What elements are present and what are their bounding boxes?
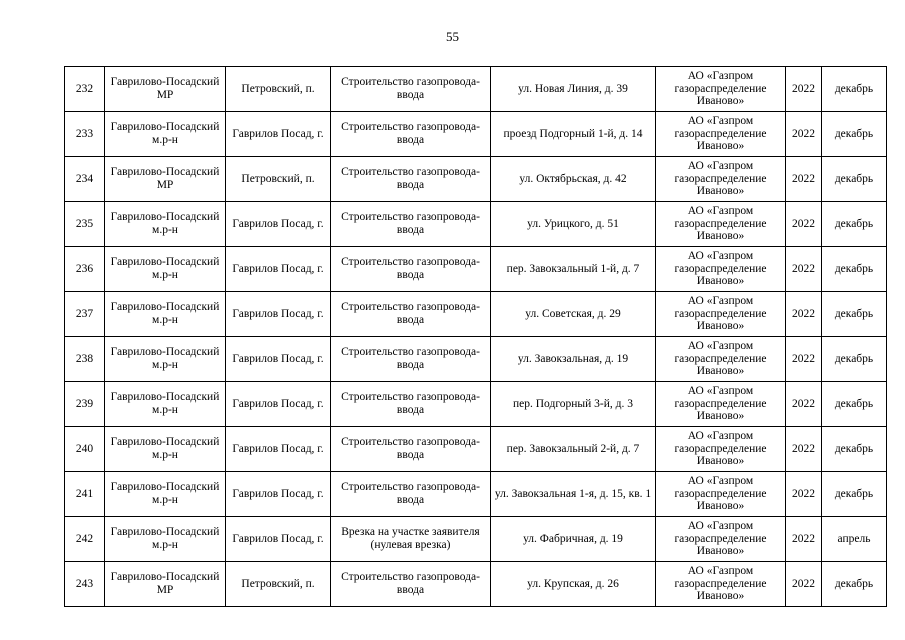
cell-settlement: Гаврилов Посад, г. [226, 517, 331, 562]
cell-address: ул. Новая Линия, д. 39 [491, 67, 656, 112]
cell-year: 2022 [786, 247, 822, 292]
page-number: 55 [446, 29, 459, 44]
table-row [65, 562, 887, 607]
table-row [65, 202, 887, 247]
cell-work-type: Строительство газопровода-ввода [331, 112, 491, 157]
cell-address: ул. Завокзальная 1-я, д. 15, кв. 1 [491, 472, 656, 517]
cell-settlement: Гаврилов Посад, г. [226, 202, 331, 247]
cell-work-type: Строительство газопровода-ввода [331, 202, 491, 247]
table-row [65, 472, 887, 517]
cell-address: ул. Октябрьская, д. 42 [491, 157, 656, 202]
cell-work-type: Строительство газопровода-ввода [331, 292, 491, 337]
cell-organization: АО «Газпром газораспределение Иваново» [656, 337, 786, 382]
cell-work-type: Врезка на участке заявителя (нулевая врезка) [331, 517, 491, 562]
cell-settlement: Гаврилов Посад, г. [226, 337, 331, 382]
table-row [65, 337, 887, 382]
cell-work-type: Строительство газопровода-ввода [331, 67, 491, 112]
cell-row-number: 236 [65, 247, 105, 292]
cell-district: Гаврилово-Посадский м.р-н [105, 517, 226, 562]
cell-month: декабрь [822, 202, 887, 247]
cell-year: 2022 [786, 112, 822, 157]
cell-month: декабрь [822, 247, 887, 292]
cell-year: 2022 [786, 67, 822, 112]
cell-organization: АО «Газпром газораспределение Иваново» [656, 427, 786, 472]
cell-year: 2022 [786, 337, 822, 382]
cell-month: декабрь [822, 157, 887, 202]
cell-row-number: 232 [65, 67, 105, 112]
cell-year: 2022 [786, 472, 822, 517]
cell-district: Гаврилово-Посадский м.р-н [105, 472, 226, 517]
table-row [65, 112, 887, 157]
cell-row-number: 242 [65, 517, 105, 562]
cell-settlement: Гаврилов Посад, г. [226, 292, 331, 337]
cell-address: пер. Завокзальный 1-й, д. 7 [491, 247, 656, 292]
cell-address: пер. Завокзальный 2-й, д. 7 [491, 427, 656, 472]
cell-district: Гаврилово-Посадский м.р-н [105, 427, 226, 472]
cell-district: Гаврилово-Посадский м.р-н [105, 247, 226, 292]
cell-row-number: 237 [65, 292, 105, 337]
cell-address: пер. Подгорный 3-й, д. 3 [491, 382, 656, 427]
document-table [64, 66, 887, 607]
cell-district: Гаврилово-Посадский м.р-н [105, 112, 226, 157]
cell-address: ул. Советская, д. 29 [491, 292, 656, 337]
cell-month: декабрь [822, 382, 887, 427]
cell-month: декабрь [822, 337, 887, 382]
cell-work-type: Строительство газопровода-ввода [331, 247, 491, 292]
cell-address: ул. Урицкого, д. 51 [491, 202, 656, 247]
cell-district: Гаврилово-Посадский м.р-н [105, 382, 226, 427]
cell-work-type: Строительство газопровода-ввода [331, 382, 491, 427]
table-row [65, 427, 887, 472]
cell-organization: АО «Газпром газораспределение Иваново» [656, 472, 786, 517]
cell-district: Гаврилово-Посадский м.р-н [105, 292, 226, 337]
cell-organization: АО «Газпром газораспределение Иваново» [656, 562, 786, 607]
cell-district: Гаврилово-Посадский м.р-н [105, 337, 226, 382]
cell-year: 2022 [786, 157, 822, 202]
cell-month: декабрь [822, 427, 887, 472]
cell-organization: АО «Газпром газораспределение Иваново» [656, 382, 786, 427]
cell-row-number: 238 [65, 337, 105, 382]
cell-address: ул. Крупская, д. 26 [491, 562, 656, 607]
table-row [65, 517, 887, 562]
cell-year: 2022 [786, 517, 822, 562]
table-row [65, 247, 887, 292]
cell-district: Гаврилово-Посадский м.р-н [105, 202, 226, 247]
cell-settlement: Гаврилов Посад, г. [226, 382, 331, 427]
cell-organization: АО «Газпром газораспределение Иваново» [656, 292, 786, 337]
cell-row-number: 234 [65, 157, 105, 202]
cell-work-type: Строительство газопровода-ввода [331, 337, 491, 382]
cell-address: проезд Подгорный 1-й, д. 14 [491, 112, 656, 157]
cell-address: ул. Завокзальная, д. 19 [491, 337, 656, 382]
cell-month: декабрь [822, 112, 887, 157]
cell-row-number: 233 [65, 112, 105, 157]
table-row [65, 67, 887, 112]
cell-year: 2022 [786, 382, 822, 427]
cell-work-type: Строительство газопровода-ввода [331, 472, 491, 517]
cell-district: Гаврилово-Посадский МР [105, 157, 226, 202]
cell-settlement: Гаврилов Посад, г. [226, 112, 331, 157]
cell-district: Гаврилово-Посадский МР [105, 562, 226, 607]
cell-month: декабрь [822, 562, 887, 607]
cell-year: 2022 [786, 427, 822, 472]
cell-row-number: 243 [65, 562, 105, 607]
cell-organization: АО «Газпром газораспределение Иваново» [656, 112, 786, 157]
cell-work-type: Строительство газопровода-ввода [331, 562, 491, 607]
cell-organization: АО «Газпром газораспределение Иваново» [656, 247, 786, 292]
cell-row-number: 239 [65, 382, 105, 427]
table-row [65, 292, 887, 337]
cell-row-number: 235 [65, 202, 105, 247]
table-body [65, 67, 887, 607]
cell-settlement: Петровский, п. [226, 562, 331, 607]
cell-month: апрель [822, 517, 887, 562]
cell-row-number: 240 [65, 427, 105, 472]
cell-year: 2022 [786, 292, 822, 337]
cell-month: декабрь [822, 67, 887, 112]
cell-settlement: Гаврилов Посад, г. [226, 472, 331, 517]
table-row [65, 382, 887, 427]
cell-year: 2022 [786, 562, 822, 607]
cell-row-number: 241 [65, 472, 105, 517]
cell-organization: АО «Газпром газораспределение Иваново» [656, 157, 786, 202]
cell-organization: АО «Газпром газораспределение Иваново» [656, 202, 786, 247]
table-row [65, 157, 887, 202]
cell-district: Гаврилово-Посадский МР [105, 67, 226, 112]
cell-month: декабрь [822, 292, 887, 337]
cell-organization: АО «Газпром газораспределение Иваново» [656, 67, 786, 112]
cell-settlement: Гаврилов Посад, г. [226, 427, 331, 472]
cell-settlement: Петровский, п. [226, 67, 331, 112]
cell-organization: АО «Газпром газораспределение Иваново» [656, 517, 786, 562]
cell-month: декабрь [822, 472, 887, 517]
cell-address: ул. Фабричная, д. 19 [491, 517, 656, 562]
cell-work-type: Строительство газопровода-ввода [331, 427, 491, 472]
cell-settlement: Гаврилов Посад, г. [226, 247, 331, 292]
cell-settlement: Петровский, п. [226, 157, 331, 202]
cell-year: 2022 [786, 202, 822, 247]
cell-work-type: Строительство газопровода-ввода [331, 157, 491, 202]
